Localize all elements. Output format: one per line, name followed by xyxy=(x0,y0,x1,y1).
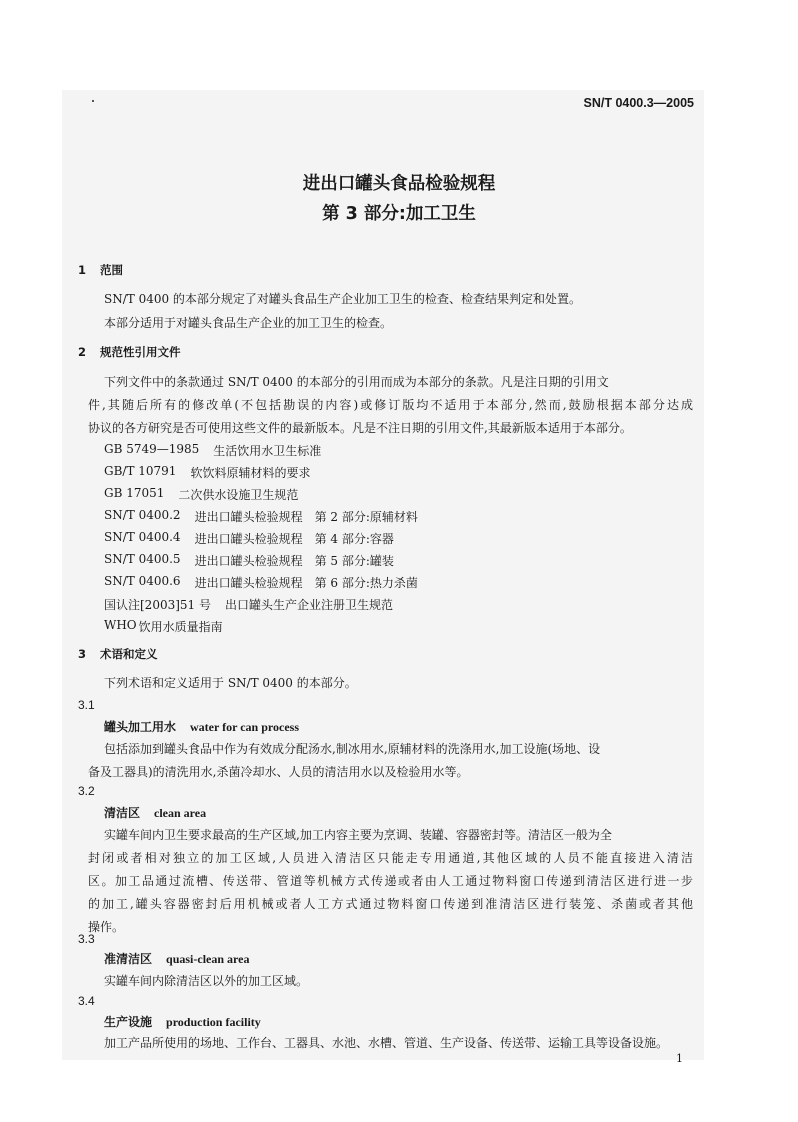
subsection-number: 3.1 xyxy=(78,698,95,712)
reference-code: SN/T 0400.4 xyxy=(104,530,181,544)
reference-title: 饮用水质量指南 xyxy=(138,620,223,634)
reference-item xyxy=(104,442,709,459)
section-1-heading xyxy=(78,262,123,278)
reference-item xyxy=(104,508,709,525)
section-number: 1 xyxy=(78,263,87,277)
document-subtitle: 第 3 部分:加工卫生 xyxy=(322,204,476,224)
paragraph-line: 下列术语和定义适用于 SN/T 0400 的本部分。 xyxy=(104,676,357,690)
term-heading xyxy=(104,718,709,735)
paragraph-line: 操作。 xyxy=(88,920,125,934)
section-number: 2 xyxy=(78,345,87,359)
reference-title: 进出口罐头检验规程 第 5 部分:罐装 xyxy=(194,554,394,568)
term-heading xyxy=(104,950,709,967)
subsection-number: 3.4 xyxy=(78,994,95,1008)
reference-title: 生活饮用水卫生标准 xyxy=(213,444,322,458)
term-chinese: 清洁区 xyxy=(104,806,141,820)
reference-code: 国认注[2003]51 号 xyxy=(104,598,211,612)
section-3-heading xyxy=(78,646,158,662)
reference-item xyxy=(104,486,709,503)
term-english: production facility xyxy=(166,1015,261,1029)
reference-item xyxy=(104,596,709,613)
reference-code: GB 5749—1985 xyxy=(104,442,200,456)
paragraph-line: 实罐车间内除清洁区以外的加工区域。 xyxy=(104,974,309,988)
paragraph-line: 件,其随后所有的修改单(不包括勘误的内容)或修订版均不适用于本部分,然而,鼓励根据本部分达成 xyxy=(88,398,693,412)
reference-code: SN/T 0400.2 xyxy=(104,508,181,522)
reference-code: GB/T 10791 xyxy=(104,464,177,478)
paragraph-line: 实罐车间内卫生要求最高的生产区域,加工内容主要为烹调、装罐、容器密封等。清洁区一般为全 xyxy=(104,828,612,842)
paragraph-line: 备及工器具)的清洗用水,杀菌冷却水、人员的清洁用水以及检验用水等。 xyxy=(88,765,469,779)
paragraph-line: 的加工,罐头容器密封后用机械或者人工方式通过物料窗口传递到准清洁区进行装笼、杀菌或者其他 xyxy=(88,897,693,911)
term-chinese: 生产设施 xyxy=(104,1015,153,1029)
paragraph-line: 协议的各方研究是否可使用这些文件的最新版本。凡是不注日期的引用文件,其最新版本适用于本部分。 xyxy=(88,421,632,435)
paragraph-line: 区。加工品通过流槽、传送带、管道等机械方式传递或者由人工通过物料窗口传递到清洁区进行进一步 xyxy=(88,874,693,888)
section-title: 范围 xyxy=(100,263,123,277)
term-chinese: 准清洁区 xyxy=(104,952,153,966)
reference-item xyxy=(104,464,709,481)
reference-item xyxy=(104,574,709,591)
section-title: 术语和定义 xyxy=(100,647,158,661)
reference-code: SN/T 0400.5 xyxy=(104,552,181,566)
term-english: water for can process xyxy=(190,720,299,734)
section-number: 3 xyxy=(78,647,87,661)
subsection-number: 3.3 xyxy=(78,932,95,946)
term-english: clean area xyxy=(154,806,207,820)
reference-item xyxy=(104,530,709,547)
paragraph-line: 加工产品所使用的场地、工作台、工器具、水池、水槽、管道、生产设备、传送带、运输工具等设备设施。 xyxy=(104,1036,669,1050)
term-heading xyxy=(104,1013,709,1030)
scan-speck xyxy=(92,100,94,102)
section-title: 规范性引用文件 xyxy=(100,345,181,359)
term-chinese: 罐头加工用水 xyxy=(104,720,177,734)
paragraph-line: 包括添加到罐头食品中作为有效成分配汤水,制冰用水,原辅材料的洗涤用水,加工设施(场地、设 xyxy=(104,742,601,756)
reference-title: 进出口罐头检验规程 第 4 部分:容器 xyxy=(194,532,394,546)
paragraph-line: SN/T 0400 的本部分规定了对罐头食品生产企业加工卫生的检查、检查结果判定和处置。 xyxy=(104,292,581,306)
reference-title: 二次供水设施卫生规范 xyxy=(178,488,299,502)
document-title: 进出口罐头食品检验规程 xyxy=(302,174,496,194)
paragraph-line: 封闭或者相对独立的加工区域,人员进入清洁区只能走专用通道,其他区域的人员不能直接进入清洁 xyxy=(88,851,693,865)
reference-code: WHO xyxy=(104,618,137,632)
reference-item xyxy=(104,618,709,635)
reference-code: SN/T 0400.6 xyxy=(104,574,181,588)
subsection-number: 3.2 xyxy=(78,784,95,798)
reference-item xyxy=(104,552,709,569)
reference-code: GB 17051 xyxy=(104,486,165,500)
section-2-heading xyxy=(78,344,181,360)
reference-title: 软饮料原辅材料的要求 xyxy=(190,466,311,480)
paragraph-line: 本部分适用于对罐头食品生产企业的加工卫生的检查。 xyxy=(104,316,393,330)
reference-title: 出口罐头生产企业注册卫生规范 xyxy=(225,598,394,612)
term-english: quasi-clean area xyxy=(166,952,250,966)
reference-title: 进出口罐头检验规程 第 6 部分:热力杀菌 xyxy=(194,576,418,590)
term-heading xyxy=(104,804,709,821)
reference-title: 进出口罐头检验规程 第 2 部分:原辅材料 xyxy=(194,510,418,524)
paragraph-line: 下列文件中的条款通过 SN/T 0400 的本部分的引用而成为本部分的条款。凡是注日期的引用文 xyxy=(104,375,609,389)
page-number: 1 xyxy=(676,1052,683,1065)
standard-code: SN/T 0400.3—2005 xyxy=(583,96,694,110)
